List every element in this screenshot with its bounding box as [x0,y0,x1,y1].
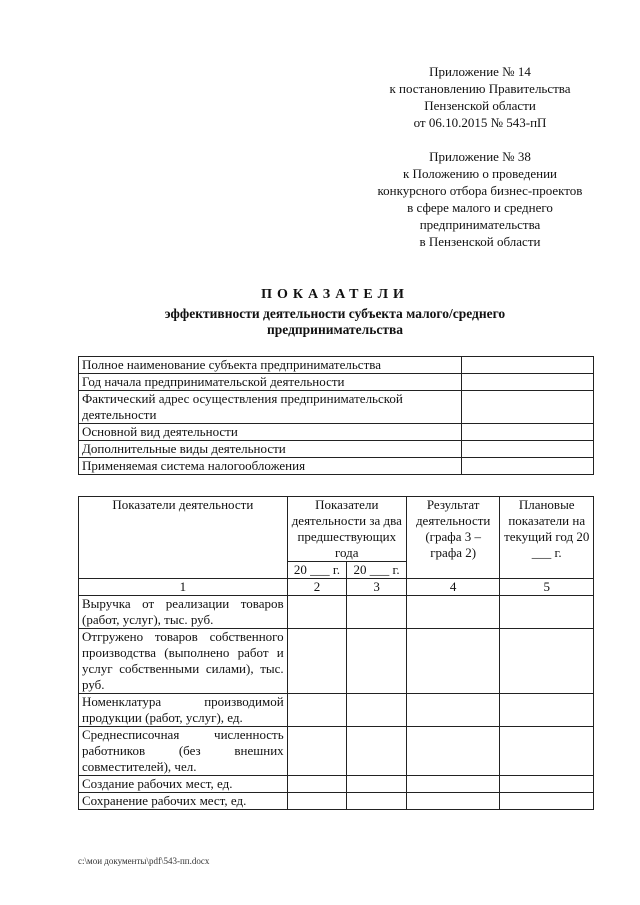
value-cell[interactable] [500,596,594,629]
subject-info-table [78,356,594,475]
indicator-label: Среднесписочная численность работников (без внешних совместителей), чел. [79,727,288,776]
info-value-cell[interactable] [461,424,593,441]
info-label: Полное наименование субъекта предпринимательства [79,357,462,374]
info-label: Применяемая система налогообложения [79,458,462,475]
indicator-label: Отгружено товаров собственного производства (выполнено работ и услуг собственными силами), тыс. руб. [79,629,288,694]
value-cell[interactable] [287,629,347,694]
document-title: ПОКАЗАТЕЛИ [261,287,409,302]
info-value-cell[interactable] [461,357,593,374]
table-row [79,374,594,391]
value-cell[interactable] [287,727,347,776]
info-label: Основной вид деятельности [79,424,462,441]
annex-38-line: конкурсного отбора бизнес-проектов [377,183,583,198]
info-value-cell[interactable] [461,441,593,458]
header-result: Результат деятельности (графа 3 – графа 2) [406,497,500,579]
column-number: 1 [79,579,288,596]
annex-38-line: в Пензенской области [419,234,541,249]
table-row [79,596,594,629]
table-row [79,629,594,694]
indicators-table [78,496,594,810]
value-cell[interactable] [287,793,347,810]
value-cell[interactable] [347,694,407,727]
value-cell[interactable] [347,776,407,793]
value-cell[interactable] [500,694,594,727]
column-number: 4 [406,579,500,596]
subtitle-line-2: предпринимательства [266,322,404,337]
annex-38-header [330,148,630,250]
table-row [79,727,594,776]
value-cell[interactable] [347,596,407,629]
value-cell[interactable] [500,793,594,810]
header-indicators: Показатели деятельности [79,497,288,579]
value-cell[interactable] [287,776,347,793]
annex-14-line: от 06.10.2015 № 543-пП [413,115,547,130]
header-year-1: 20 ___ г. [287,562,347,579]
header-year-2: 20 ___ г. [347,562,407,579]
indicator-label: Выручка от реализации товаров (работ, услуг), тыс. руб. [79,596,288,629]
indicator-label: Создание рабочих мест, ед. [79,776,288,793]
annex-14-header [330,63,630,131]
info-label: Дополнительные виды деятельности [79,441,462,458]
info-label: Фактический адрес осуществления предпринимательской деятельности [79,391,462,424]
table-row [79,776,594,793]
value-cell[interactable] [406,596,500,629]
annex-38-line: в сфере малого и среднего [407,200,553,215]
column-number-row [79,579,594,596]
column-number: 2 [287,579,347,596]
table-row [79,424,594,441]
annex-38-line: Приложение № 38 [429,149,531,164]
value-cell[interactable] [406,629,500,694]
info-value-cell[interactable] [461,458,593,475]
column-number: 3 [347,579,407,596]
value-cell[interactable] [406,727,500,776]
value-cell[interactable] [287,694,347,727]
info-label: Год начала предпринимательской деятельности [79,374,462,391]
value-cell[interactable] [406,776,500,793]
subtitle-line-1: эффективности деятельности субъекта малого/среднего [164,306,506,321]
value-cell[interactable] [406,694,500,727]
annex-38-line: к Положению о проведении [402,166,558,181]
table-row [79,357,594,374]
annex-38-line: предпринимательства [419,217,541,232]
annex-14-line: Приложение № 14 [429,64,531,79]
indicator-label: Сохранение рабочих мест, ед. [79,793,288,810]
header-planned: Плановые показатели на текущий год 20 ___ г. [500,497,594,579]
table-header-row [79,497,594,562]
table-row [79,793,594,810]
info-value-cell[interactable] [461,374,593,391]
document-subtitle [80,306,590,338]
value-cell[interactable] [500,629,594,694]
info-value-cell[interactable] [461,391,593,424]
value-cell[interactable] [500,727,594,776]
value-cell[interactable] [406,793,500,810]
value-cell[interactable] [347,629,407,694]
value-cell[interactable] [347,727,407,776]
value-cell[interactable] [347,793,407,810]
table-row [79,391,594,424]
column-number: 5 [500,579,594,596]
table-row [79,458,594,475]
value-cell[interactable] [500,776,594,793]
annex-14-line: Пензенской области [424,98,536,113]
value-cell[interactable] [287,596,347,629]
table-row [79,441,594,458]
table-row [79,694,594,727]
header-two-years: Показатели деятельности за два предшествующих года [287,497,406,562]
indicator-label: Номенклатура производимой продукции (работ, услуг), ед. [79,694,288,727]
file-path-footer: c:\мои документы\pdf\543-пп.docx [78,856,210,866]
annex-14-line: к постановлению Правительства [389,81,571,96]
